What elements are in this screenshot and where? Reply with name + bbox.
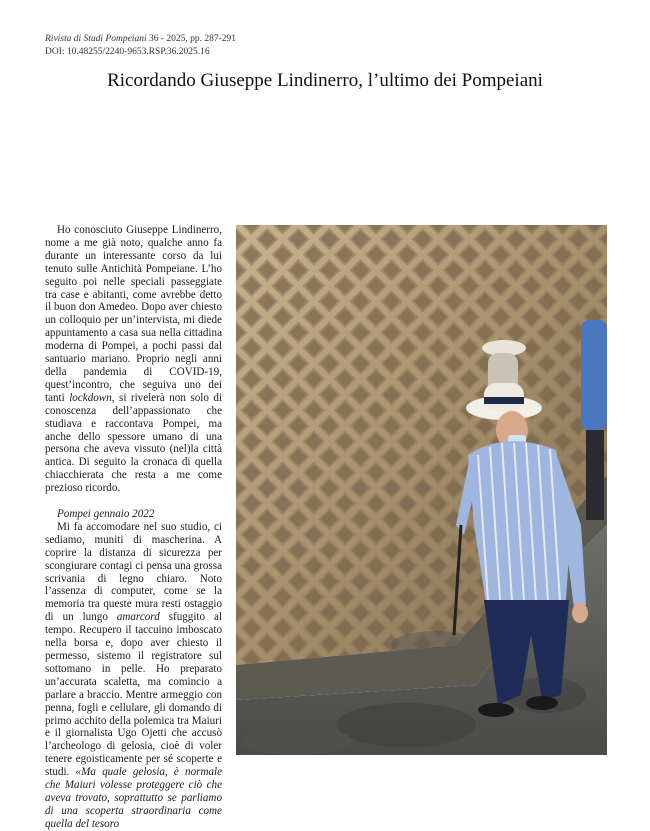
- text-run: , si rivelerà non solo di conoscenza dell’appassionato che studiava e raccontava Pompei, ma anche dello spessore umano di una persona che aveva vissuto (nel)la città antica. Di seguito la cronaca di quella chiacchierata che resta a me come prezioso ricordo.: [45, 391, 222, 495]
- text-run: Ho conosciuto Giuseppe Lindinerro, nome a me già noto, qualche anno fa durante un interessante corso da lui tenuto sulle Antichità Pompeiane. L’ho seguito poi nelle speciali passeggiate tra case e abitanti, come avrebbe detto il buon don Amedeo. Dopo aver chiesto un colloquio per un’intervista, mi diede appuntamento a casa sua nella cittadina moderna di Pompei, a pochi passi dal santuario mariano. Proprio negli anni della pandemia di COVID-19, quest’incontro, che seguiva uno dei tanti: [45, 224, 222, 404]
- journal-header: [45, 33, 236, 59]
- paragraph-interview: [45, 521, 222, 831]
- text-run: sfuggito al tempo. Recupero il taccuino imboscato nella borsa e, dopo aver chiesto il permesso, sistemo il registratore sul sottomano in pelle. Ho preparato un’accurata scaletta, ma comincio a parlare a braccio. Mentre armeggio con penna, fogli e cellulare, gli domando di primo acchito della polemica tra Maiuri e il giornalista Ugo Ojetti che accusò l’archeologo di gelosia, cioè di voler tenere egoisticamente per sé scoperte e studi.: [45, 611, 222, 779]
- italic-term: lockdown: [69, 391, 112, 404]
- italic-term: amarcord: [116, 611, 160, 624]
- doi: DOI: 10.48255/2240-9653.RSP.36.2025.16: [45, 47, 210, 57]
- journal-name: Rivista di Studi Pompeiani: [45, 34, 147, 44]
- journal-citation: [45, 33, 236, 46]
- journal-issue: 36 - 2025, pp. 287-291: [148, 34, 237, 44]
- italic-quote: «Ma quale gelosia, è normale che Maiuri volesse proteggere ciò che aveva trovato, soprattutto se parliamo di una scoperta straordinaria come quella del tesoro: [45, 766, 223, 830]
- section-heading: Pompei gennaio 2022: [57, 508, 155, 521]
- photo-pompeii-street: [236, 225, 607, 755]
- article-body: [45, 224, 222, 831]
- text-run: Mi fa accomodare nel suo studio, ci sediamo, muniti di mascherina. A coprire la distanza di sicurezza per scongiurare contagi ci pensa una grossa scrivania di legno chiaro. Noto l’assenza di computer, come se la memoria tra queste mura resti ostaggio di un lungo: [45, 520, 222, 624]
- paragraph-intro: [45, 224, 222, 495]
- article-title: Ricordando Giuseppe Lindinerro, l’ultimo dei Pompeiani: [107, 70, 543, 91]
